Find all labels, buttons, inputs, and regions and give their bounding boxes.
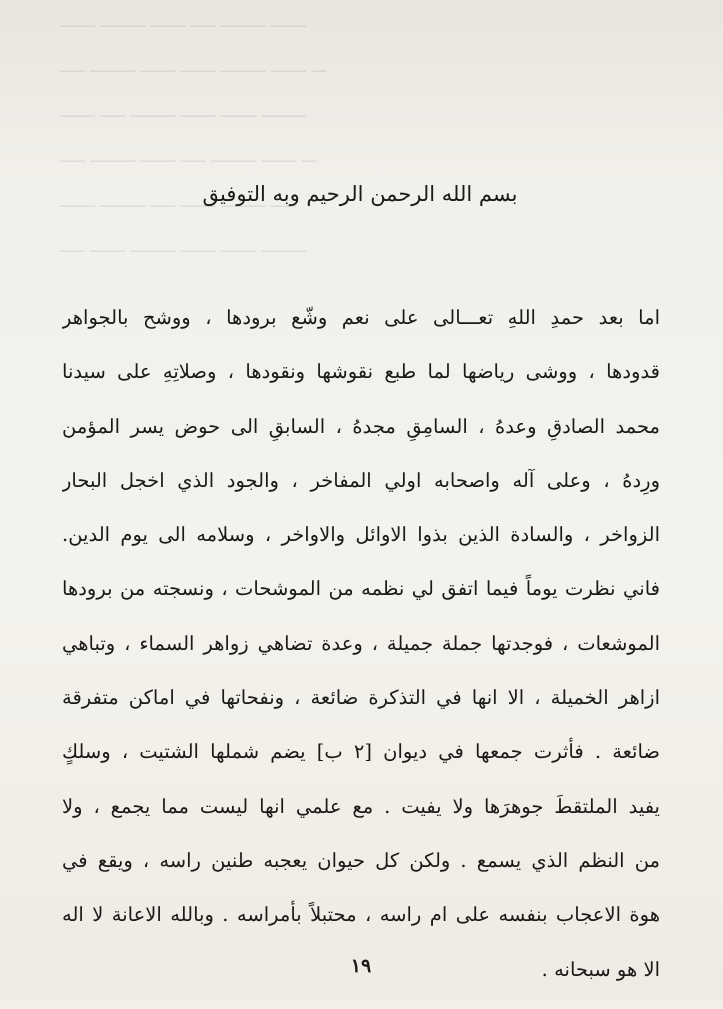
basmala-heading: بسم الله الرحمن الرحيم وبه التوفيق	[202, 182, 518, 206]
text-line: ازاهر الخميلة ، الا انها في التذكرة ضائعة ، ونفحاتها في اماكن متفرقة	[62, 686, 660, 710]
bleed-through-texture: ـــــــ ـــــــــ ـــــــ ـــــ ـــــــــ ـــــــ ـــــ ـــــــــ ـــــــ ـــــــ ـــــــــ ـــــــ ـــ ـــــــ ـــــ ـــــــــ ـــــــ ـــــــ ـــــــــ ـــــ ـــــــــ ـــــــ ـــــ ـــــــــ ـــــــ ـــ ـــــــ ـــــــــ ـــــ ـــــــ ـــــــــ ـــــ ـــــ ـــــــ ـــــــــ ـــــــ ـــــــ ـــــــــ	[60, 12, 327, 257]
page-number: ١٩	[350, 955, 372, 977]
text-line: قدودها ، ووشى رياضها لما طبع نقوشها ونقودها ، وصلاتِهِ على سيدنا	[62, 360, 660, 384]
body-paragraph	[62, 303, 660, 1009]
text-line: يفيد الملتقطَ جوهرَها ولا يفيت . مع علمي انها ليست مما يجمع ، ولا	[62, 794, 660, 818]
text-line: فاني نظرت يوماً فيما اتفق لي نظمه من الموشحات ، ونسجته من برودها	[62, 577, 660, 601]
text-line: الزواخر ، والسادة الذين بذوا الاوائل والاواخر ، وسلامه الى يوم الدين.	[62, 523, 660, 547]
text-line: ضائعة . فأثرت جمعها في ديوان [٢ ب] يضم شملها الشتيت ، وسلكٍ	[62, 740, 660, 764]
text-line: هوة الاعجاب بنفسه على ام راسه ، محتبلاً بأمراسه . وبالله الاعانة لا اله	[62, 903, 660, 927]
text-line: الا هو سبحانه .	[541, 957, 660, 981]
text-line: ورِدهُ ، وعلى آله واصحابه اولي المفاخر ، والجود الذي اخجل البحار	[62, 468, 660, 492]
text-line: محمد الصادقِ وعدهُ ، السامِقِ مجدهُ ، السابقِ الى حوض يسر المؤمن	[62, 414, 660, 438]
text-line: الموشعات ، فوجدتها جملة جميلة ، وعدة تضاهي زواهر السماء ، وتباهي	[62, 631, 660, 655]
text-line: اما بعد حمدِ اللهِ تعـــالى على نعم وشّع برودها ، ووشح بالجواهر	[62, 306, 660, 329]
text-line: من النظم الذي يسمع . ولكن كل حيوان يعجبه طنين راسه ، ويقع في	[62, 848, 660, 872]
